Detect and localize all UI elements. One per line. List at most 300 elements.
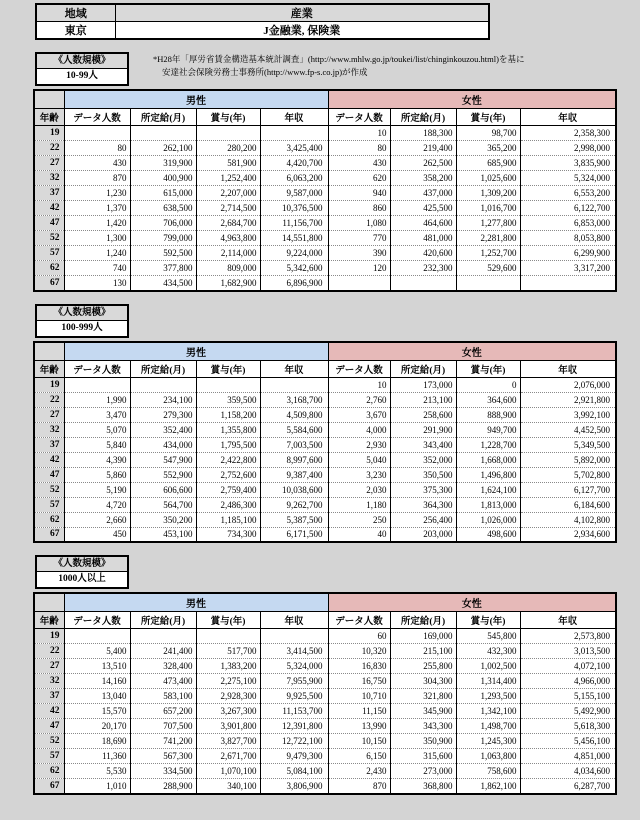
value-cell: 9,224,000	[260, 246, 328, 261]
table-row	[34, 779, 616, 794]
value-cell: 498,600	[456, 527, 520, 542]
value-cell: 350,200	[130, 512, 196, 527]
value-cell: 1,002,500	[456, 659, 520, 674]
value-cell: 258,600	[390, 407, 456, 422]
value-cell: 2,030	[328, 482, 390, 497]
value-cell: 1,180	[328, 497, 390, 512]
value-cell: 364,300	[390, 497, 456, 512]
age-cell: 57	[34, 497, 64, 512]
value-cell: 3,317,200	[520, 261, 616, 276]
value-cell: 1,252,700	[456, 246, 520, 261]
value-cell: 4,966,000	[520, 674, 616, 689]
table-row	[34, 629, 616, 644]
value-cell: 173,000	[390, 377, 456, 392]
male-column-header-1: 所定給(月)	[130, 109, 196, 126]
corner-cell	[34, 342, 64, 361]
table-row	[34, 126, 616, 141]
value-cell: 1,300	[64, 231, 130, 246]
value-cell: 2,114,000	[196, 246, 260, 261]
value-cell: 740	[64, 261, 130, 276]
value-cell: 5,584,600	[260, 422, 328, 437]
age-cell: 62	[34, 764, 64, 779]
female-column-header-1: 所定給(月)	[390, 109, 456, 126]
value-cell: 219,400	[390, 141, 456, 156]
table-row	[34, 276, 616, 291]
male-column-header-3: 年収	[260, 612, 328, 629]
value-cell: 2,660	[64, 512, 130, 527]
section-head	[35, 555, 640, 589]
table-row	[34, 527, 616, 542]
source-note-line1: *H28年「厚労省賃金構造基本統計調査」(http://www.mhlw.go.jp/toukei/list/chinginkouzou.html)を基に	[153, 54, 525, 64]
value-cell: 279,300	[130, 407, 196, 422]
table-row	[34, 467, 616, 482]
value-cell: 250	[328, 512, 390, 527]
value-cell: 4,102,800	[520, 512, 616, 527]
value-cell: 5,892,000	[520, 452, 616, 467]
value-cell: 1,010	[64, 779, 130, 794]
age-cell: 37	[34, 186, 64, 201]
value-cell: 453,100	[130, 527, 196, 542]
salary-table	[33, 341, 617, 544]
value-cell: 7,955,900	[260, 674, 328, 689]
value-cell: 255,800	[390, 659, 456, 674]
industry-value: J金融業, 保険業	[115, 22, 489, 40]
value-cell: 3,230	[328, 467, 390, 482]
age-cell: 52	[34, 231, 64, 246]
female-column-header-2: 賞与(年)	[456, 612, 520, 629]
value-cell: 5,324,000	[520, 171, 616, 186]
female-column-header-1: 所定給(月)	[390, 612, 456, 629]
value-cell: 3,470	[64, 407, 130, 422]
value-cell: 1,813,000	[456, 497, 520, 512]
value-cell	[390, 276, 456, 291]
value-cell: 2,934,600	[520, 527, 616, 542]
value-cell: 420,600	[390, 246, 456, 261]
value-cell: 481,000	[390, 231, 456, 246]
value-cell: 1,158,200	[196, 407, 260, 422]
value-cell	[196, 629, 260, 644]
female-group-header: 女性	[328, 90, 616, 109]
value-cell: 14,160	[64, 674, 130, 689]
value-cell: 517,700	[196, 644, 260, 659]
value-cell: 545,800	[456, 629, 520, 644]
value-cell: 5,618,300	[520, 719, 616, 734]
value-cell: 60	[328, 629, 390, 644]
value-cell: 11,150	[328, 704, 390, 719]
value-cell: 13,990	[328, 719, 390, 734]
age-cell: 22	[34, 141, 64, 156]
value-cell: 14,551,800	[260, 231, 328, 246]
value-cell: 583,100	[130, 689, 196, 704]
value-cell: 685,900	[456, 156, 520, 171]
male-column-header-2: 賞与(年)	[196, 612, 260, 629]
value-cell: 430	[64, 156, 130, 171]
value-cell: 9,587,000	[260, 186, 328, 201]
value-cell: 770	[328, 231, 390, 246]
value-cell: 2,275,100	[196, 674, 260, 689]
value-cell: 5,840	[64, 437, 130, 452]
value-cell: 1,990	[64, 392, 130, 407]
value-cell: 328,400	[130, 659, 196, 674]
value-cell: 437,000	[390, 186, 456, 201]
industry-label: 産業	[115, 4, 489, 22]
value-cell: 262,100	[130, 141, 196, 156]
value-cell: 10,320	[328, 644, 390, 659]
value-cell	[456, 276, 520, 291]
value-cell	[196, 377, 260, 392]
value-cell: 606,600	[130, 482, 196, 497]
value-cell: 359,500	[196, 392, 260, 407]
value-cell: 2,998,000	[520, 141, 616, 156]
table-row	[34, 437, 616, 452]
value-cell: 10,038,600	[260, 482, 328, 497]
value-cell: 9,925,500	[260, 689, 328, 704]
value-cell	[64, 629, 130, 644]
value-cell	[520, 276, 616, 291]
value-cell: 6,553,200	[520, 186, 616, 201]
value-cell: 3,267,300	[196, 704, 260, 719]
value-cell: 1,070,100	[196, 764, 260, 779]
value-cell: 13,510	[64, 659, 130, 674]
value-cell: 615,000	[130, 186, 196, 201]
value-cell: 432,300	[456, 644, 520, 659]
value-cell: 18,690	[64, 734, 130, 749]
value-cell: 400,900	[130, 171, 196, 186]
salary-table	[33, 592, 617, 795]
value-cell: 256,400	[390, 512, 456, 527]
value-cell: 434,500	[130, 276, 196, 291]
value-cell: 638,500	[130, 201, 196, 216]
value-cell: 450	[64, 527, 130, 542]
value-cell	[260, 126, 328, 141]
value-cell: 1,063,800	[456, 749, 520, 764]
value-cell: 5,084,100	[260, 764, 328, 779]
value-cell	[260, 377, 328, 392]
value-cell: 1,862,100	[456, 779, 520, 794]
value-cell: 16,750	[328, 674, 390, 689]
age-cell: 22	[34, 644, 64, 659]
value-cell: 799,000	[130, 231, 196, 246]
value-cell: 1,355,800	[196, 422, 260, 437]
value-cell: 4,720	[64, 497, 130, 512]
table-row	[34, 246, 616, 261]
value-cell: 4,034,600	[520, 764, 616, 779]
value-cell: 345,900	[390, 704, 456, 719]
value-cell: 3,013,500	[520, 644, 616, 659]
value-cell	[130, 126, 196, 141]
age-cell: 32	[34, 674, 64, 689]
male-column-header-1: 所定給(月)	[130, 612, 196, 629]
value-cell: 3,670	[328, 407, 390, 422]
age-cell: 27	[34, 407, 64, 422]
age-cell: 62	[34, 512, 64, 527]
value-cell: 2,486,300	[196, 497, 260, 512]
value-cell: 620	[328, 171, 390, 186]
age-cell: 42	[34, 452, 64, 467]
value-cell: 3,806,900	[260, 779, 328, 794]
value-cell: 2,760	[328, 392, 390, 407]
table-row	[34, 482, 616, 497]
value-cell: 5,155,100	[520, 689, 616, 704]
value-cell: 9,262,700	[260, 497, 328, 512]
age-cell: 47	[34, 216, 64, 231]
male-column-header-3: 年収	[260, 109, 328, 126]
value-cell: 315,600	[390, 749, 456, 764]
value-cell: 657,200	[130, 704, 196, 719]
size-box	[35, 304, 129, 338]
table-row	[34, 261, 616, 276]
value-cell: 2,281,800	[456, 231, 520, 246]
male-column-header-3: 年収	[260, 360, 328, 377]
value-cell: 1,370	[64, 201, 130, 216]
value-cell: 352,000	[390, 452, 456, 467]
value-cell: 1,498,700	[456, 719, 520, 734]
value-cell: 5,702,800	[520, 467, 616, 482]
value-cell: 304,300	[390, 674, 456, 689]
value-cell: 5,040	[328, 452, 390, 467]
male-column-header-0: データ人数	[64, 360, 130, 377]
value-cell: 10,710	[328, 689, 390, 704]
value-cell: 4,509,800	[260, 407, 328, 422]
value-cell: 430	[328, 156, 390, 171]
table-row	[34, 704, 616, 719]
value-cell: 343,400	[390, 437, 456, 452]
region-value: 東京	[36, 22, 115, 40]
value-cell: 940	[328, 186, 390, 201]
value-cell: 12,391,800	[260, 719, 328, 734]
value-cell: 4,072,100	[520, 659, 616, 674]
table-row	[34, 452, 616, 467]
value-cell: 10,150	[328, 734, 390, 749]
female-column-header-0: データ人数	[328, 612, 390, 629]
value-cell: 1,668,000	[456, 452, 520, 467]
source-note-line2: 安達社会保険労務士事務所(http://www.fp-s.co.jp)が作成	[162, 67, 368, 77]
value-cell: 2,076,000	[520, 377, 616, 392]
value-cell: 529,600	[456, 261, 520, 276]
value-cell: 334,500	[130, 764, 196, 779]
value-cell: 234,100	[130, 392, 196, 407]
age-cell: 52	[34, 734, 64, 749]
value-cell: 8,053,800	[520, 231, 616, 246]
value-cell: 2,714,500	[196, 201, 260, 216]
age-cell: 32	[34, 171, 64, 186]
value-cell: 3,168,700	[260, 392, 328, 407]
table-row	[34, 141, 616, 156]
value-cell: 169,000	[390, 629, 456, 644]
age-cell: 57	[34, 749, 64, 764]
value-cell: 2,930	[328, 437, 390, 452]
value-cell: 5,860	[64, 467, 130, 482]
value-cell: 3,414,500	[260, 644, 328, 659]
table-row	[34, 512, 616, 527]
male-column-header-0: データ人数	[64, 612, 130, 629]
age-cell: 19	[34, 126, 64, 141]
female-column-header-2: 賞与(年)	[456, 360, 520, 377]
value-cell: 464,600	[390, 216, 456, 231]
value-cell	[196, 126, 260, 141]
value-cell: 434,000	[130, 437, 196, 452]
male-group-header: 男性	[64, 342, 328, 361]
salary-table	[33, 89, 617, 292]
male-column-header-2: 賞与(年)	[196, 360, 260, 377]
section-head	[35, 52, 640, 86]
corner-cell	[34, 90, 64, 109]
table-row	[34, 171, 616, 186]
value-cell: 1,293,500	[456, 689, 520, 704]
value-cell: 6,853,000	[520, 216, 616, 231]
value-cell: 592,500	[130, 246, 196, 261]
value-cell: 130	[64, 276, 130, 291]
value-cell: 4,390	[64, 452, 130, 467]
value-cell: 1,016,700	[456, 201, 520, 216]
female-group-header: 女性	[328, 593, 616, 612]
value-cell: 6,150	[328, 749, 390, 764]
value-cell: 1,420	[64, 216, 130, 231]
value-cell: 12,722,100	[260, 734, 328, 749]
age-cell: 67	[34, 276, 64, 291]
value-cell: 350,900	[390, 734, 456, 749]
age-cell: 37	[34, 437, 64, 452]
value-cell: 5,400	[64, 644, 130, 659]
value-cell: 6,127,700	[520, 482, 616, 497]
region-label: 地域	[36, 4, 115, 22]
value-cell: 1,185,100	[196, 512, 260, 527]
value-cell	[130, 629, 196, 644]
value-cell: 2,759,400	[196, 482, 260, 497]
value-cell: 11,156,700	[260, 216, 328, 231]
size-box	[35, 555, 129, 589]
value-cell: 6,122,700	[520, 201, 616, 216]
value-cell: 1,245,300	[456, 734, 520, 749]
table-row	[34, 156, 616, 171]
age-cell: 27	[34, 156, 64, 171]
value-cell: 6,287,700	[520, 779, 616, 794]
value-cell: 340,100	[196, 779, 260, 794]
female-group-header: 女性	[328, 342, 616, 361]
male-group-header: 男性	[64, 593, 328, 612]
size-scale-value: 100-999人	[37, 321, 127, 336]
value-cell	[130, 377, 196, 392]
size-scale-value: 1000人以上	[37, 572, 127, 587]
value-cell: 888,900	[456, 407, 520, 422]
value-cell: 10	[328, 377, 390, 392]
value-cell: 1,795,500	[196, 437, 260, 452]
value-cell: 4,452,500	[520, 422, 616, 437]
value-cell: 10	[328, 126, 390, 141]
table-row	[34, 659, 616, 674]
value-cell: 203,000	[390, 527, 456, 542]
value-cell: 1,080	[328, 216, 390, 231]
value-cell: 2,430	[328, 764, 390, 779]
female-column-header-3: 年収	[520, 612, 616, 629]
age-cell: 67	[34, 527, 64, 542]
value-cell: 15,570	[64, 704, 130, 719]
value-cell: 706,000	[130, 216, 196, 231]
age-column-header: 年齢	[34, 109, 64, 126]
value-cell: 1,309,200	[456, 186, 520, 201]
value-cell: 1,252,400	[196, 171, 260, 186]
size-section	[0, 52, 640, 292]
female-column-header-2: 賞与(年)	[456, 109, 520, 126]
age-column-header: 年齢	[34, 360, 64, 377]
value-cell: 188,300	[390, 126, 456, 141]
age-cell: 22	[34, 392, 64, 407]
age-cell: 37	[34, 689, 64, 704]
value-cell: 4,000	[328, 422, 390, 437]
value-cell: 6,171,500	[260, 527, 328, 542]
value-cell: 11,153,700	[260, 704, 328, 719]
value-cell: 288,900	[130, 779, 196, 794]
value-cell: 0	[456, 377, 520, 392]
age-cell: 27	[34, 659, 64, 674]
value-cell: 1,230	[64, 186, 130, 201]
value-cell	[260, 629, 328, 644]
value-cell: 564,700	[130, 497, 196, 512]
table-sections	[0, 52, 640, 795]
male-column-header-1: 所定給(月)	[130, 360, 196, 377]
value-cell: 375,300	[390, 482, 456, 497]
table-row	[34, 422, 616, 437]
value-cell: 16,830	[328, 659, 390, 674]
value-cell: 80	[328, 141, 390, 156]
value-cell: 741,200	[130, 734, 196, 749]
value-cell: 2,422,800	[196, 452, 260, 467]
table-row	[34, 719, 616, 734]
table-row	[34, 216, 616, 231]
value-cell: 280,200	[196, 141, 260, 156]
value-cell: 6,184,600	[520, 497, 616, 512]
table-row	[34, 734, 616, 749]
female-column-header-0: データ人数	[328, 109, 390, 126]
value-cell: 8,997,600	[260, 452, 328, 467]
value-cell: 3,835,900	[520, 156, 616, 171]
table-row	[34, 674, 616, 689]
table-row	[34, 749, 616, 764]
age-column-header: 年齢	[34, 612, 64, 629]
region-industry-table	[35, 3, 490, 40]
value-cell: 2,684,700	[196, 216, 260, 231]
table-row	[34, 497, 616, 512]
value-cell: 1,026,000	[456, 512, 520, 527]
value-cell: 2,921,800	[520, 392, 616, 407]
corner-cell	[34, 593, 64, 612]
value-cell: 949,700	[456, 422, 520, 437]
value-cell: 343,300	[390, 719, 456, 734]
value-cell: 80	[64, 141, 130, 156]
value-cell: 368,800	[390, 779, 456, 794]
value-cell: 4,420,700	[260, 156, 328, 171]
value-cell: 1,240	[64, 246, 130, 261]
value-cell: 5,492,900	[520, 704, 616, 719]
value-cell	[64, 377, 130, 392]
value-cell: 5,349,500	[520, 437, 616, 452]
size-scale-value: 10-99人	[37, 69, 127, 84]
value-cell: 5,324,000	[260, 659, 328, 674]
female-column-header-0: データ人数	[328, 360, 390, 377]
female-column-header-3: 年収	[520, 109, 616, 126]
value-cell: 2,928,300	[196, 689, 260, 704]
table-row	[34, 201, 616, 216]
value-cell: 1,342,100	[456, 704, 520, 719]
value-cell: 547,900	[130, 452, 196, 467]
male-column-header-0: データ人数	[64, 109, 130, 126]
female-column-header-3: 年収	[520, 360, 616, 377]
value-cell: 215,100	[390, 644, 456, 659]
value-cell: 567,300	[130, 749, 196, 764]
value-cell: 364,600	[456, 392, 520, 407]
value-cell: 809,000	[196, 261, 260, 276]
age-cell: 47	[34, 719, 64, 734]
